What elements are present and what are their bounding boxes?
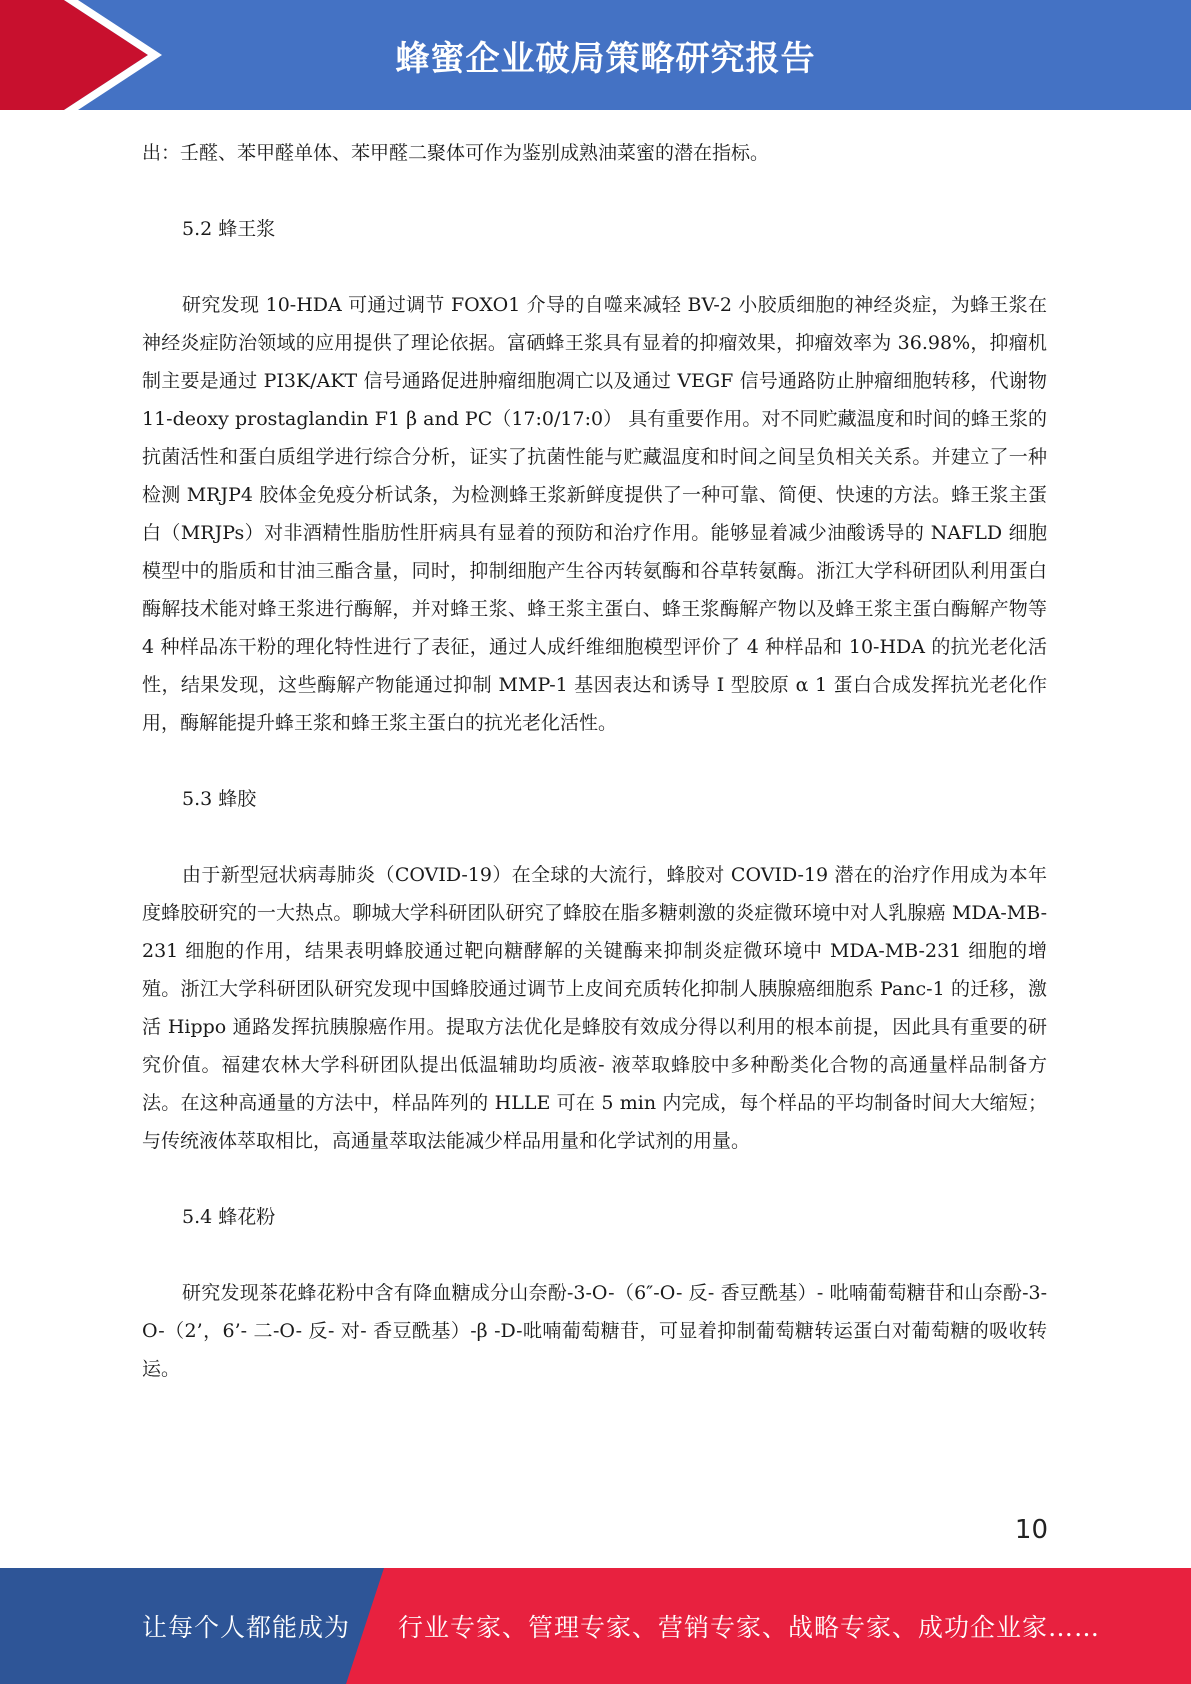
section-paragraph-propolis: 由于新型冠状病毒肺炎（COVID-19）在全球的大流行，蜂胶对 COVID-19 潜在的治疗作用成为本年度蜂胶研究的一大热点。聊城大学科研团队研究了蜂胶在脂多糖刺激的炎症微环境中对人乳腺癌 MDA-MB-231 细胞的作用，结果表明蜂胶通过靶向糖酵解的关键酶来抑制炎症微环境中 MDA-MB-231 细胞的增殖。浙江大学科研团队研究发现中国蜂胶通过调节上皮间充质转化抑制人胰腺癌细胞系 Panc-1 的迁移，激活 Hippo 通路发挥抗胰腺癌作用。提取方法优化是蜂胶有效成分得以利用的根本前提，因此具有重要的研究价值。福建农林大学科研团队提出低温辅助均质液- 液萃取蜂胶中多种酚类化合物的高通量样品制备方法。在这种高通量的方法中，样品阵列的 HLLE 可在 5 min 内完成，每个样品的平均制备时间大大缩短；与传统液体萃取相比，高通量萃取法能减少样品用量和化学试剂的用量。 [142,864,1047,1152]
header-banner [0,0,1191,110]
footer-slogan-right: 行业专家、管理专家、营销专家、战略专家、成功企业家…… [398,1613,1101,1642]
section-paragraph-bee-pollen: 研究发现茶花蜂花粉中含有降血糖成分山奈酚-3-O-（6″-O- 反- 香豆酰基）- 吡喃葡萄糖苷和山奈酚-3-O-（2’，6’- 二-O- 反- 对- 香豆酰基）-β -D-吡喃葡萄糖苷，可显着抑制葡萄糖转运蛋白对葡萄糖的吸收转运。 [142,1282,1047,1380]
section-heading-bee-pollen: 5.4 蜂花粉 [182,1206,276,1228]
section-heading-propolis: 5.3 蜂胶 [182,788,257,810]
footer-slogan-left: 让每个人都能成为 [142,1613,351,1642]
section-heading-royal-jelly: 5.2 蜂王浆 [182,218,276,240]
report-title: 蜂蜜企业破局策略研究报告 [395,38,816,79]
footer-banner [0,1568,1191,1684]
document-body [142,134,1047,1388]
intro-paragraph-tail: 出：壬醛、苯甲醛单体、苯甲醛二聚体可作为鉴别成熟油菜蜜的潜在指标。 [142,142,770,164]
page-number: 10 [1014,1515,1048,1545]
section-paragraph-royal-jelly: 研究发现 10-HDA 可通过调节 FOXO1 介导的自噬来减轻 BV-2 小胶质细胞的神经炎症，为蜂王浆在神经炎症防治领域的应用提供了理论依据。富硒蜂王浆具有显着的抑瘤效果，抑瘤效率为 36.98%，抑瘤机制主要是通过 PI3K/AKT 信号通路促进肿瘤细胞凋亡以及通过 VEGF 信号通路防止肿瘤细胞转移，代谢物 11-deoxy prostaglandin F1 β and PC（17:0/17:0） 具有重要作用。对不同贮藏温度和时间的蜂王浆的抗菌活性和蛋白质组学进行综合分析，证实了抗菌性能与贮藏温度和时间之间呈负相关关系。并建立了一种检测 MRJP4 胶体金免疫分析试条，为检测蜂王浆新鲜度提供了一种可靠、简便、快速的方法。蜂王浆主蛋白（MRJPs）对非酒精性脂肪性肝病具有显着的预防和治疗作用。能够显着减少油酸诱导的 NAFLD 细胞模型中的脂质和甘油三酯含量，同时，抑制细胞产生谷丙转氨酶和谷草转氨酶。浙江大学科研团队利用蛋白酶解技术能对蜂王浆进行酶解，并对蜂王浆、蜂王浆主蛋白、蜂王浆酶解产物以及蜂王浆主蛋白酶解产物等 4 种样品冻干粉的理化特性进行了表征，通过人成纤维细胞模型评价了 4 种样品和 10-HDA 的抗光老化活性，结果发现，这些酶解产物能通过抑制 MMP-1 基因表达和诱导 I 型胶原 α 1 蛋白合成发挥抗光老化作用，酶解能提升蜂王浆和蜂王浆主蛋白的抗光老化活性。 [142,294,1047,734]
